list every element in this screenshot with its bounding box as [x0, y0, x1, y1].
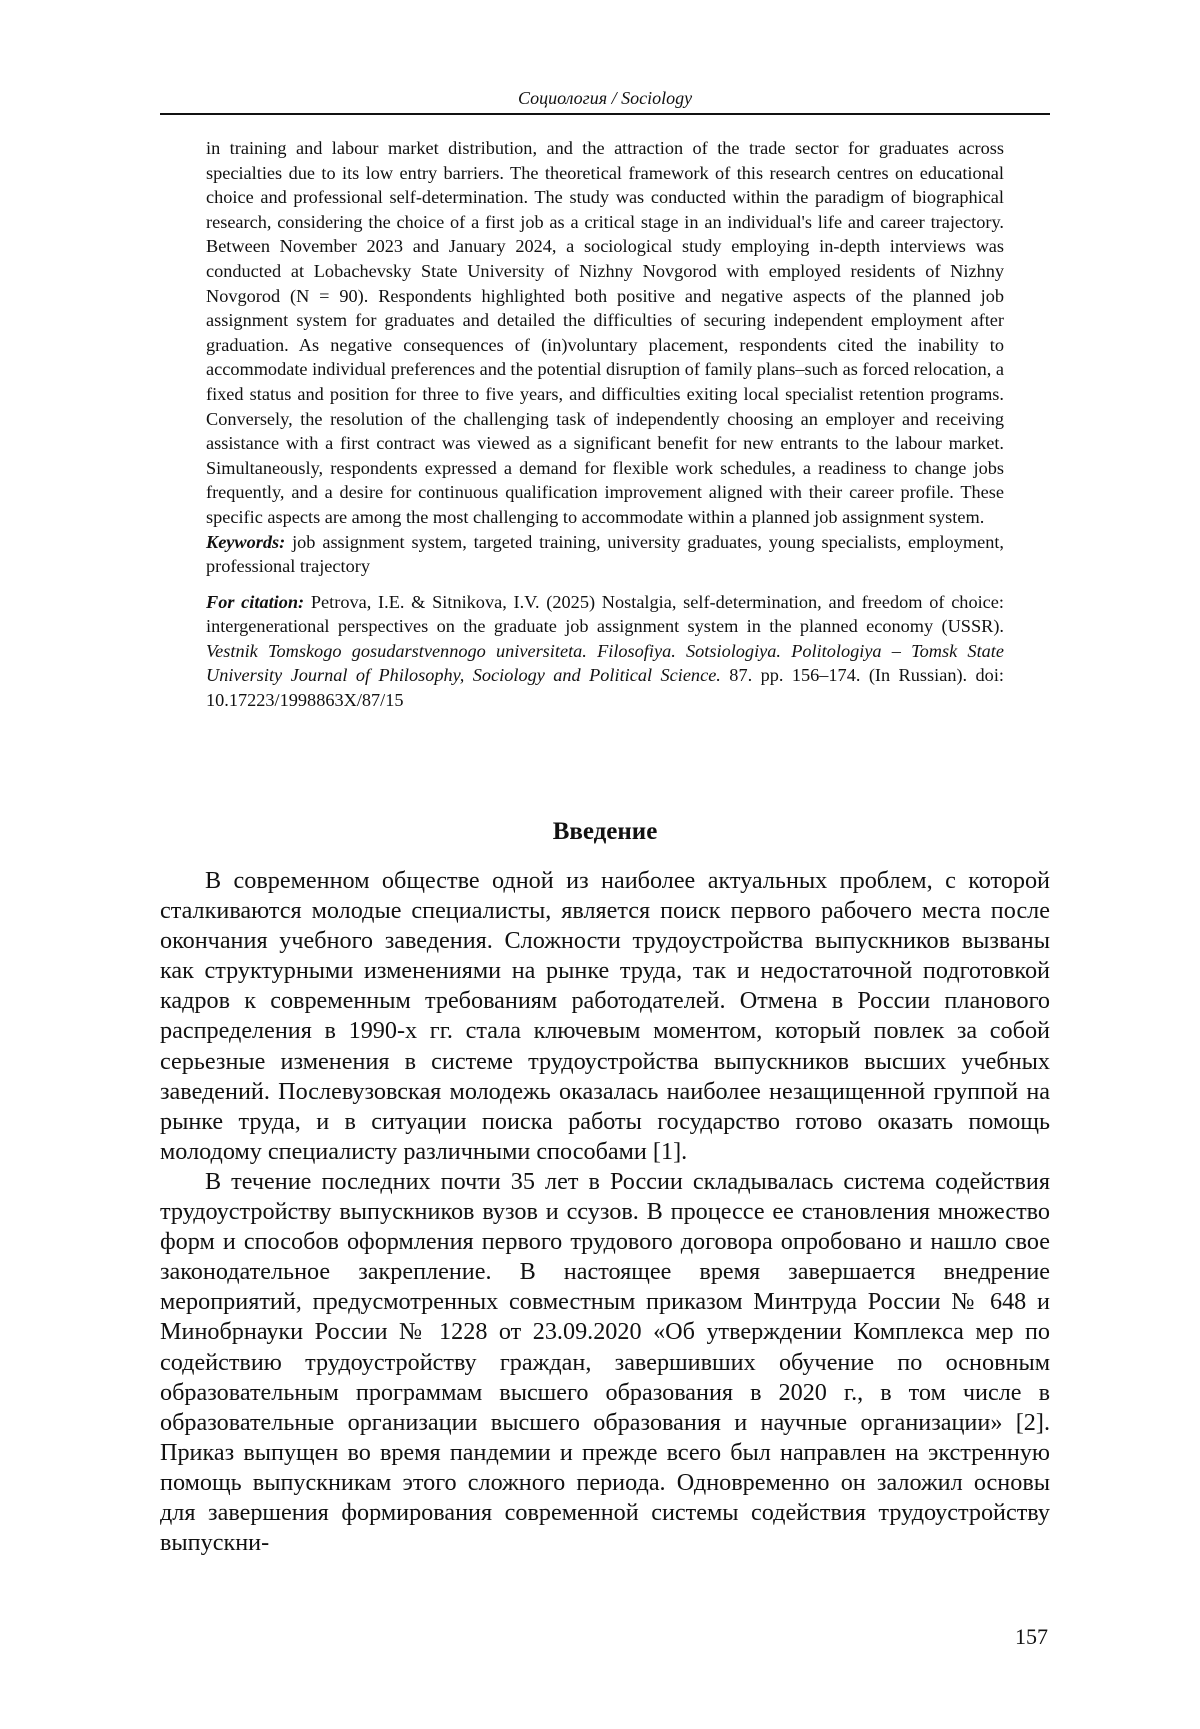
header-rule [160, 113, 1050, 115]
body-paragraph: В течение последних почти 35 лет в России складывалась система содействия трудоустройству выпускников вузов и ссузов. В процессе ее становления множество форм и способов оформления первого трудового договора опробовано и нашло свое законодательное закрепление. В настоящее время завершается внедрение мероприятий, предусмотренных совместным приказом Минтруда России № 648 и Минобрнауки России № 1228 от 23.09.2020 «Об утверждении Комплекса мер по содействию трудоустройству граждан, завершивших обучение по основным образовательным программам высшего образования в 2020 г., в том числе в образовательные организации высшего образования и научные организации» [2]. Приказ выпущен во время пандемии и прежде всего был направлен на экстренную помощь выпускникам этого сложного периода. Одновременно он заложил основы для завершения формирования современной системы содействия трудоустройству выпускни- [160, 1167, 1050, 1557]
keywords-text: job assignment system, targeted training, university graduates, young specialists, employment, professional trajectory [206, 531, 1004, 577]
body-text [160, 866, 1050, 1558]
page-number: 157 [1015, 1624, 1048, 1649]
keywords [206, 530, 1004, 579]
citation [206, 590, 1004, 713]
abstract-text: in training and labour market distribution, and the attraction of the trade sector for graduates across specialties due to its low entry barriers. The theoretical framework of this research centres on educational choice and professional self-determination. The study was conducted within the paradigm of biographical research, considering the choice of a first job as a critical stage in an individual's life and career trajectory. Between November 2023 and January 2024, a sociological study employing in-depth interviews was conducted at Lobachevsky State University of Nizhny Novgorod with employed residents of Nizhny Novgorod (N = 90). Respondents highlighted both positive and negative aspects of the planned job assignment system for graduates and detailed the difficulties of securing independent employment after graduation. As negative consequences of (in)voluntary placement, respondents cited the inability to accommodate individual preferences and the potential disruption of family plans–such as forced relocation, a fixed status and position for three to five years, and difficulties exiting local specialist retention programs. Conversely, the resolution of the challenging task of independently choosing an employer and receiving assistance with a first contract was viewed as a significant benefit for new entrants to the labour market. Simultaneously, respondents expressed a demand for flexible work schedules, a readiness to change jobs frequently, and a desire for continuous qualification improvement aligned with their career profile. These specific aspects are among the most challenging to accommodate within a planned job assignment system. [206, 138, 1005, 527]
citation-label: For citation: [206, 591, 305, 612]
citation-details: 87. pp. 156–174. (In Russian). doi: 10.17223/1998863X/87/15 [206, 665, 1004, 711]
keywords-label: Keywords: [206, 531, 286, 552]
citation-journal: Vestnik Tomskogo gosudarstvennogo universiteta. Filosofiya. Sotsiologiya. Politologiya – Tomsk State University Journal of Philosophy, Sociology and Political Science. [206, 640, 1004, 686]
citation-authors: Petrova, I.E. & Sitnikova, I.V. (2025) Nostalgia, self-determination, and freedom of choice: intergenerational perspectives on the graduate job assignment system in the planned economy (USSR). [206, 591, 1004, 637]
section-title: Введение [552, 818, 658, 845]
body-paragraph: В современном обществе одной из наиболее актуальных проблем, с которой сталкиваются молодые специалисты, является поиск первого рабочего места после окончания учебного заведения. Сложности трудоустройства выпускников вызваны как структурными изменениями на рынке труда, так и недостаточной подготовкой кадров к современным требованиям работодателей. Отмена в России планового распределения в 1990-х гг. стала ключевым моментом, который повлек за собой серьезные изменения в системе трудоустройства выпускников высших учебных заведений. Послевузовская молодежь оказалась наиболее незащищенной группой на рынке труда, и в ситуации поиска работы государство готово оказать помощь молодому специалисту различными способами [1]. [160, 867, 1050, 1165]
running-head: Социология / Sociology [517, 88, 693, 108]
abstract [206, 136, 1004, 713]
